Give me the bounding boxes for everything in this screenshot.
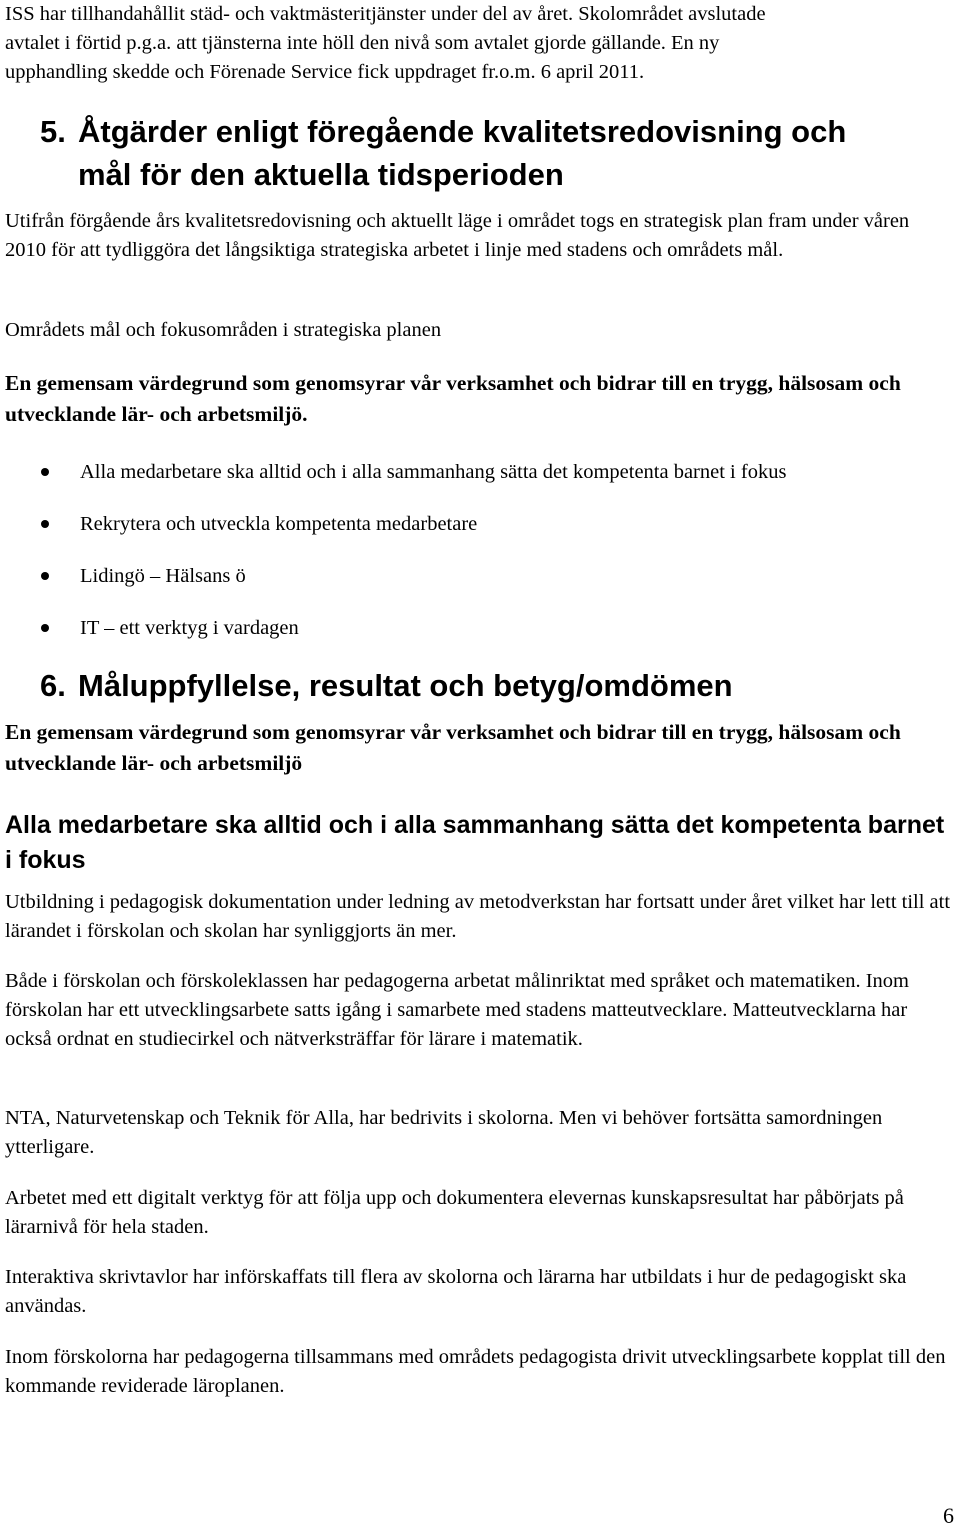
section-5-title-line1: Åtgärder enligt föregående kvalitetsredovisning och [78, 114, 847, 149]
section-5-number: 5. [40, 114, 66, 149]
list-item [0, 611, 960, 663]
intro-line: upphandling skedde och Förenade Service fick uppdraget fr.o.m. 6 april 2011. [5, 61, 645, 83]
section-6-number: 6. [40, 668, 66, 703]
page-number: 6 [943, 1503, 954, 1528]
goal-bullet-list [0, 455, 960, 663]
intro-paragraph [5, 0, 952, 87]
section-6-subheading: Alla medarbetare ska alltid och i alla sammanhang sätta det kompetenta barnet i fokus [5, 811, 945, 874]
bullet-icon [41, 624, 49, 632]
section-5-subheading: Områdets mål och fokusområden i strategiska planen [5, 319, 442, 341]
section-5-paragraph: Utifrån förgående års kvalitetsredovisning och aktuellt läge i området togs en strategisk plan fram under våren 2010 för att tydliggöra det långsiktiga strategiska arbetet i linje med stadens och områdets mål. [5, 210, 910, 261]
section-6-paragraph: Interaktiva skrivtavlor har införskaffats till flera av skolorna och lärarna har utbildats i hur de pedagogiskt ska användas. [5, 1266, 907, 1317]
bullet-icon [41, 520, 49, 528]
section-5-title-line2: mål för den aktuella tidsperioden [78, 157, 564, 192]
section-6-paragraph: Utbildning i pedagogisk dokumentation under ledning av metodverkstan har fortsatt under året vilket har lett till att lärandet i förskolan och skolan har synliggjorts än mer. [5, 891, 951, 942]
bullet-text: Rekrytera och utveckla kompetenta medarbetare [80, 513, 478, 535]
list-item [0, 455, 960, 507]
section-6-heading [40, 664, 952, 707]
bullet-text: IT – ett verktyg i vardagen [80, 617, 299, 639]
bullet-icon [41, 572, 49, 580]
bullet-text: Alla medarbetare ska alltid och i alla sammanhang sätta det kompetenta barnet i fokus [80, 461, 787, 483]
section-6-bold-goal: En gemensam värdegrund som genomsyrar vår verksamhet och bidrar till en trygg, hälsosam och utvecklande lär- och arbetsmiljö [5, 720, 901, 775]
section-6-paragraph: Inom förskolorna har pedagogerna tillsammans med områdets pedagogista drivit utvecklingsarbete kopplat till den kommande reviderade läroplanen. [5, 1346, 946, 1397]
section-5-bold-goal: En gemensam värdegrund som genomsyrar vår verksamhet och bidrar till en trygg, hälsosam och utvecklande lär- och arbetsmiljö. [5, 371, 901, 426]
section-6-paragraph: Både i förskolan och förskoleklassen har pedagogerna arbetat målinriktat med språket och matematiken. Inom förskolan har ett utvecklingsarbete satts igång i samarbete med stadens matteutvecklare. Matteutvecklarna har också ordnat en studiecirkel och nätverksträffar för lärare i matematik. [5, 970, 909, 1050]
section-6-paragraph: Arbetet med ett digitalt verktyg för att följa upp och dokumentera elevernas kunskapsresultat har påbörjats på lärarnivå för hela staden. [5, 1187, 904, 1238]
section-6-title: Måluppfyllelse, resultat och betyg/omdömen [78, 668, 733, 703]
bullet-icon [41, 468, 49, 476]
section-5-heading [40, 110, 952, 196]
list-item [0, 559, 960, 611]
list-item [0, 507, 960, 559]
intro-line: avtalet i förtid p.g.a. att tjänsterna inte höll den nivå som avtalet gjorde gällande. En ny [5, 32, 720, 54]
bullet-text: Lidingö – Hälsans ö [80, 565, 246, 587]
intro-line: ISS har tillhandahållit städ- och vaktmästeritjänster under del av året. Skolområdet avslutade [5, 3, 766, 25]
section-6-paragraph: NTA, Naturvetenskap och Teknik för Alla, har bedrivits i skolorna. Men vi behöver fortsätta samordningen ytterligare. [5, 1107, 883, 1158]
